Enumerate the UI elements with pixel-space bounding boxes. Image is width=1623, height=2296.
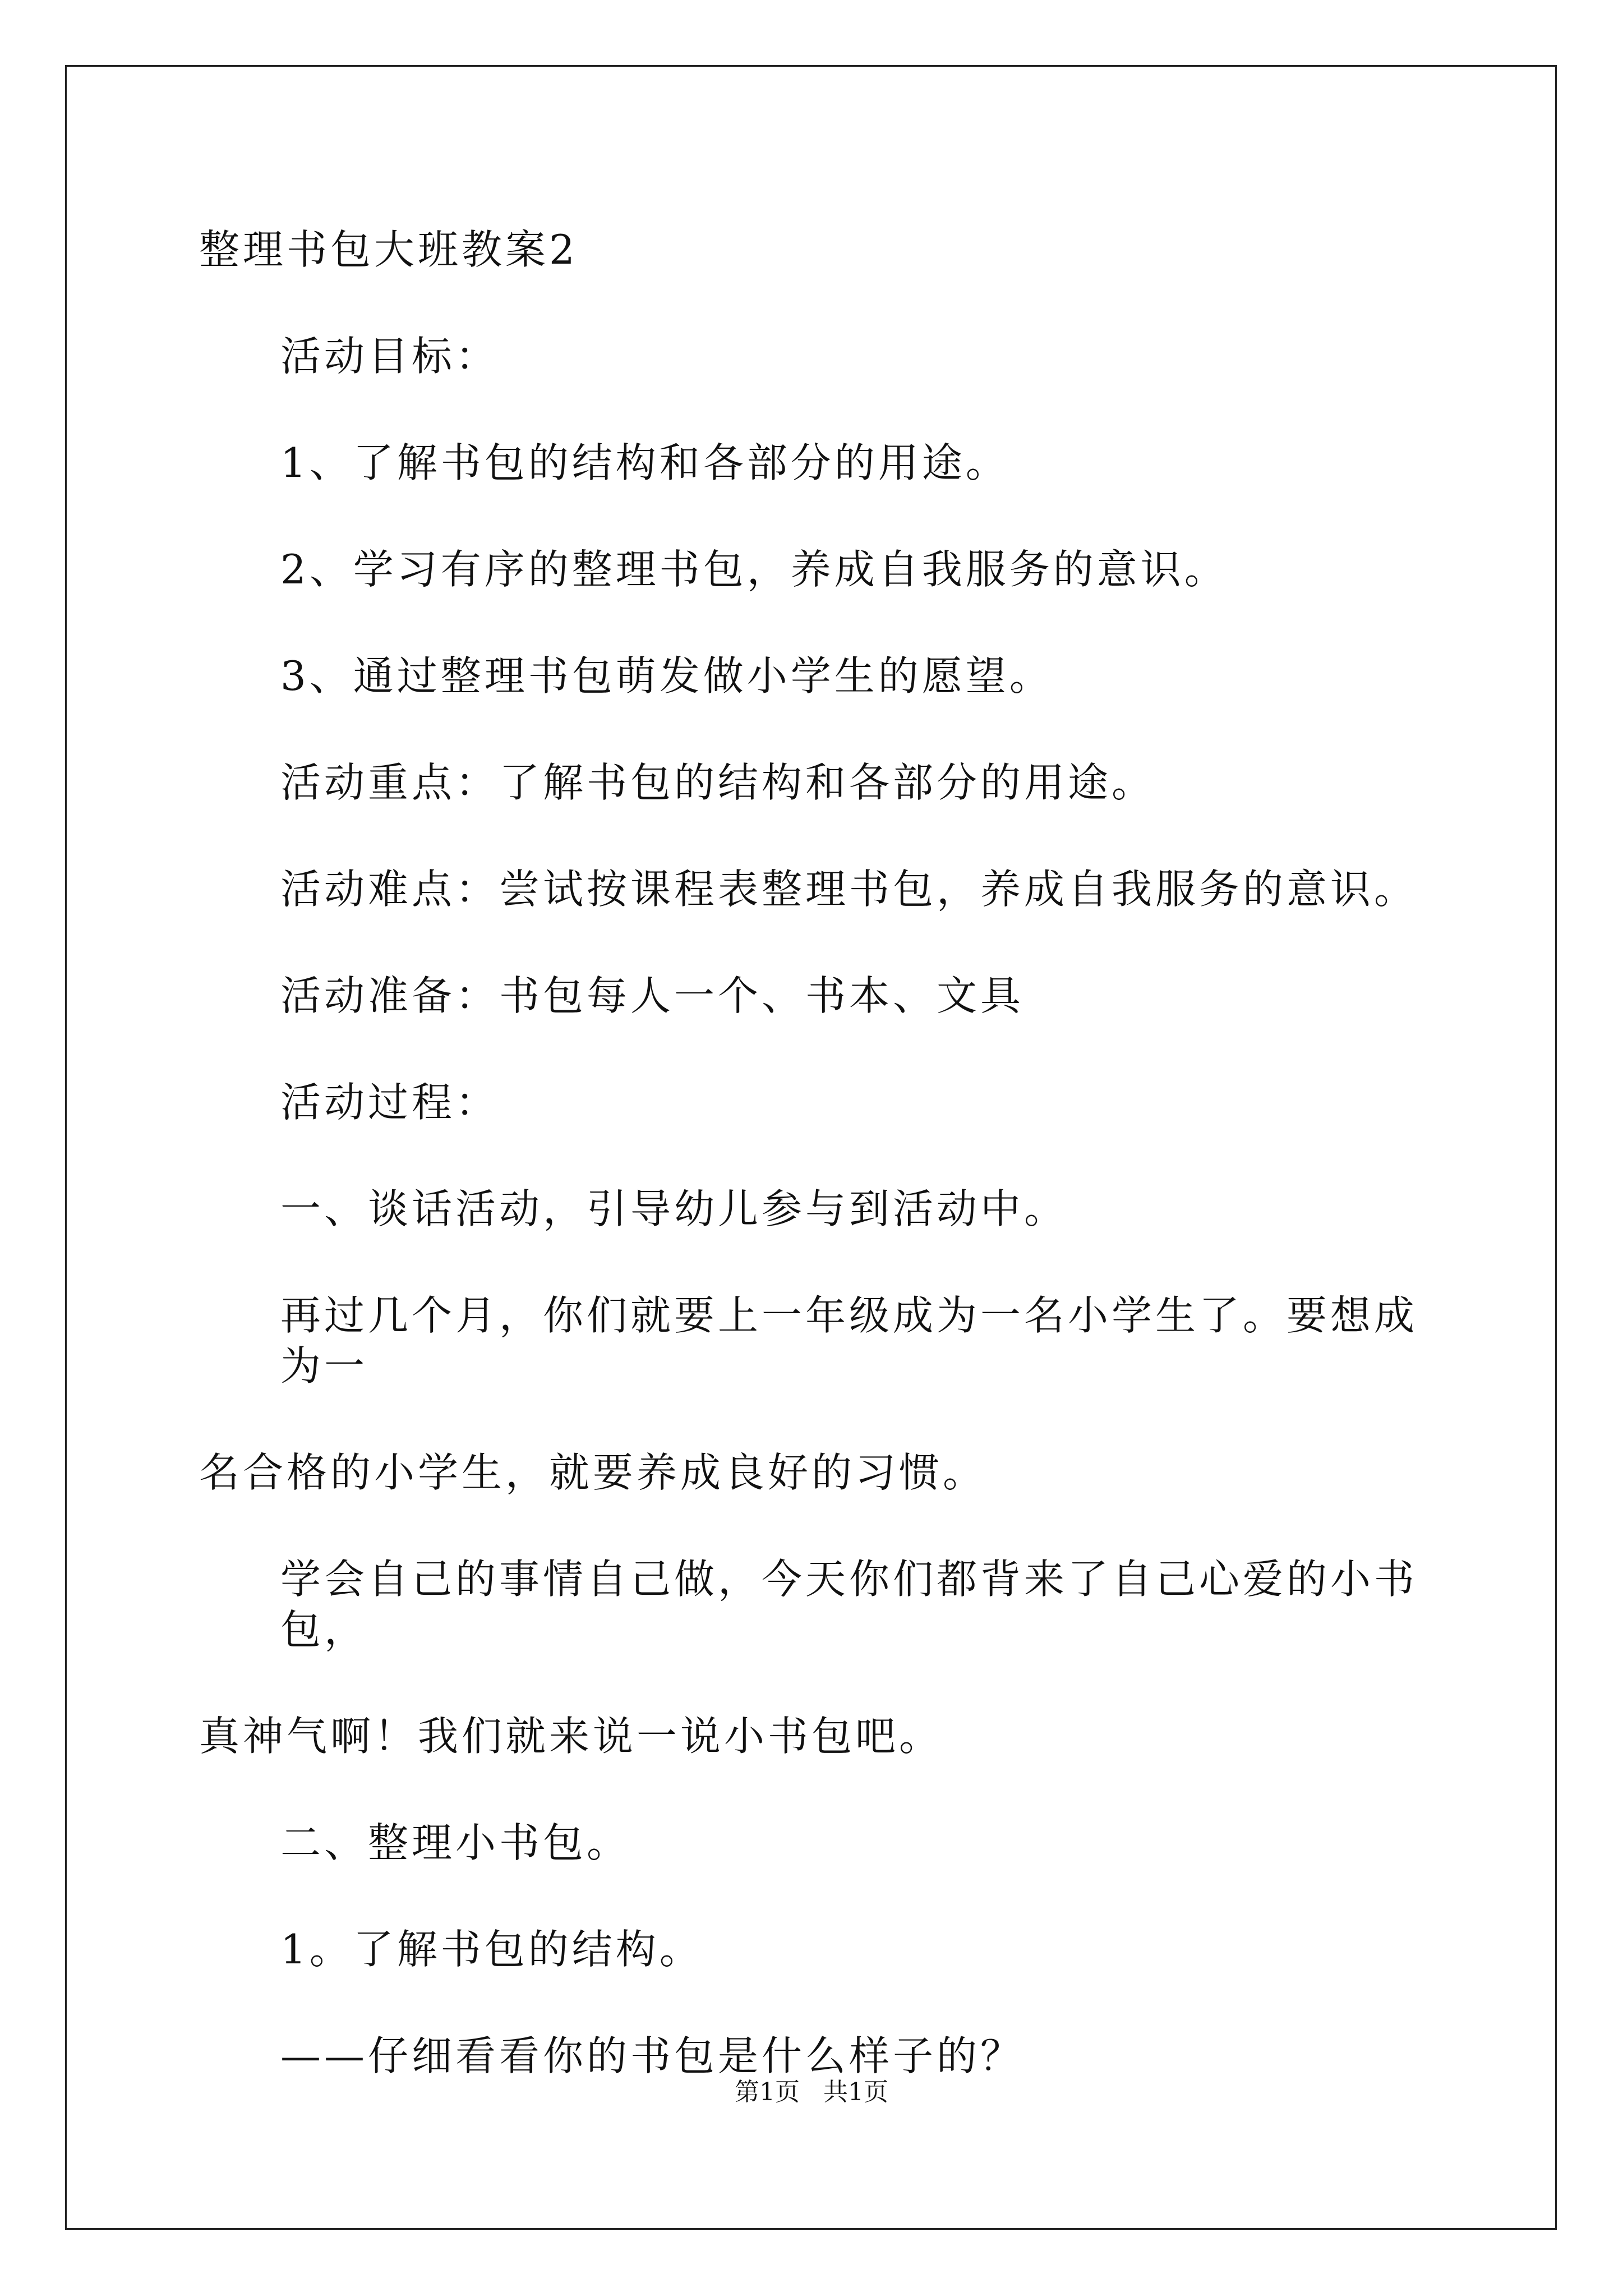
paragraph-line: 真神气啊！我们就来说一说小书包吧。 <box>199 1713 943 1760</box>
paragraph: 3、通过整理书包萌发做小学生的愿望。 <box>280 652 1053 700</box>
paragraph-line: 学会自己的事情自己做，今天你们都背来了自己心爱的小书包， <box>280 1556 1418 1653</box>
page-number: 第1页 <box>735 2078 800 2106</box>
wrapped-paragraph <box>199 1290 1427 1498</box>
paragraph: 活动准备：书包每人一个、书本、文具 <box>280 972 1025 1019</box>
wrapped-paragraph <box>199 1554 1427 1761</box>
paragraph: 活动重点：了解书包的结构和各部分的用途。 <box>280 759 1156 806</box>
document-title: 整理书包大班教案2 <box>199 226 578 273</box>
paragraph: 1、了解书包的结构和各部分的用途。 <box>280 439 1009 486</box>
paragraph: 二、整理小书包。 <box>280 1819 631 1866</box>
paragraph-line: 再过几个月，你们就要上一年级成为一名小学生了。要想成为一 <box>280 1292 1418 1389</box>
document-body <box>199 224 1427 2137</box>
paragraph: 一、谈话活动，引导幼儿参与到活动中。 <box>280 1185 1068 1232</box>
paragraph: ——仔细看看你的书包是什么样子的？ <box>280 2032 1025 2079</box>
page-total: 共1页 <box>823 2078 888 2106</box>
page-footer <box>0 2078 1623 2106</box>
paragraph: 活动目标： <box>280 333 500 380</box>
paragraph: 活动难点：尝试按课程表整理书包，养成自我服务的意识。 <box>280 866 1418 913</box>
paragraph-line: 名合格的小学生，就要养成良好的习惯。 <box>199 1449 987 1496</box>
paragraph: 2、学习有序的整理书包，养成自我服务的意识。 <box>280 546 1228 593</box>
paragraph: 活动过程： <box>280 1079 500 1126</box>
paragraph: 1。了解书包的结构。 <box>280 1926 703 1973</box>
